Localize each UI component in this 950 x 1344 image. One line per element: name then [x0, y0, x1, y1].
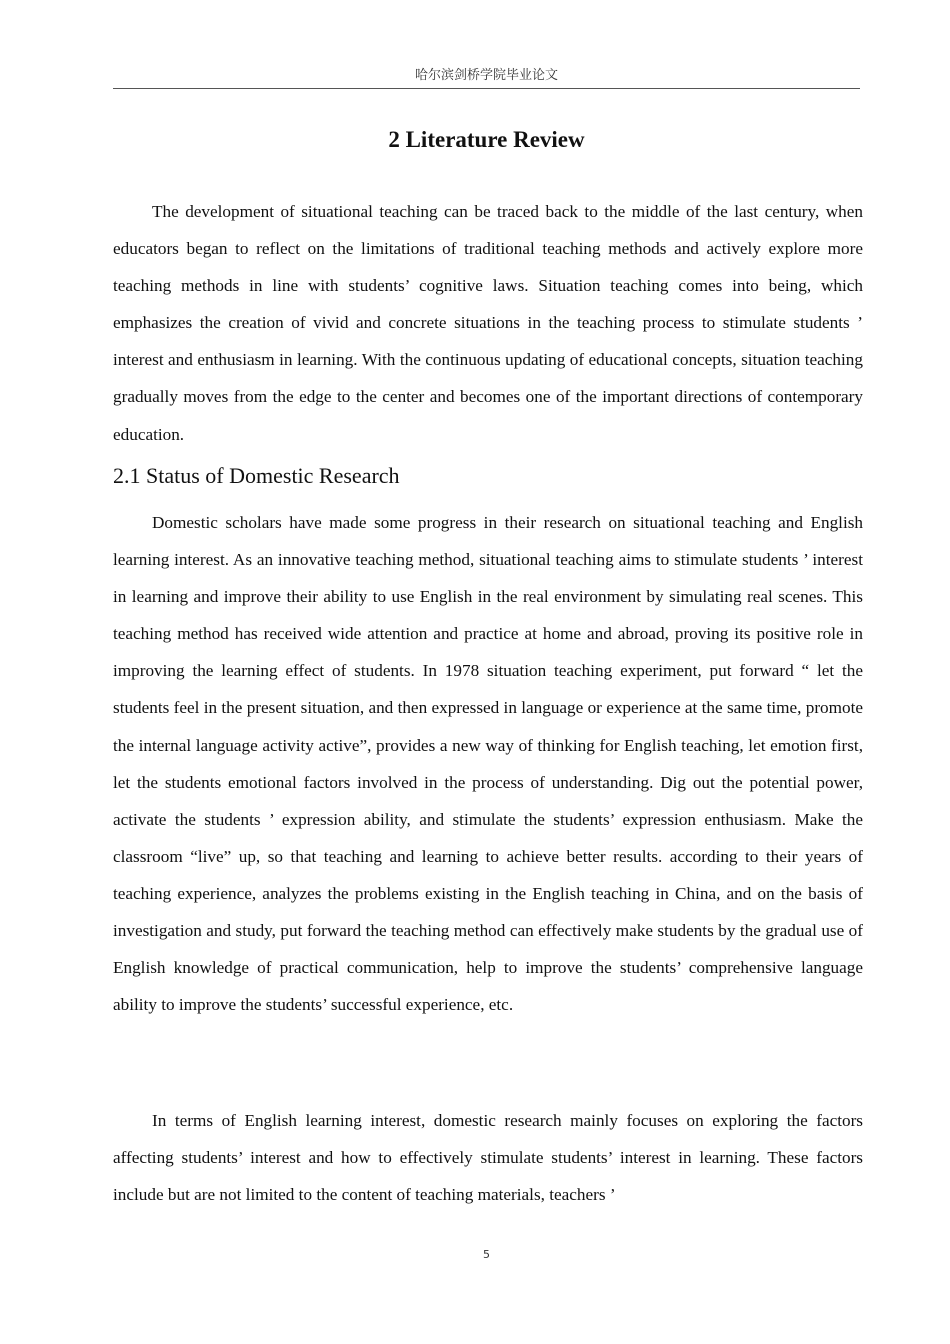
- intro-paragraph: The development of situational teaching can be traced back to the middle of the last century, when educators began to reflect on the limitations of traditional teaching methods and actively explore more teaching methods in line with students’ cognitive laws. Situation teaching comes into being, which emphasizes the creation of vivid and concrete situations in the teaching process to stimulate students ’ interest and enthusiasm in learning. With the continuous updating of educational concepts, situation teaching gradually moves from the edge to the center and becomes one of the important directions of contemporary education.: [113, 202, 863, 444]
- body-paragraph: In terms of English learning interest, domestic research mainly focuses on exploring the factors affecting students’ interest and how to effectively stimulate students’ interest in learning. These factors include but are not limited to the content of teaching materials, teachers ’: [113, 1111, 863, 1205]
- page-number: 5: [483, 1248, 490, 1261]
- running-header: 哈尔滨剑桥学院毕业论文: [414, 68, 558, 83]
- header-rule: [113, 88, 860, 89]
- section-heading: 2.1 Status of Domestic Research: [113, 463, 400, 488]
- chapter-title: 2 Literature Review: [388, 127, 585, 152]
- body-paragraph: Domestic scholars have made some progress in their research on situational teaching and English learning interest. As an innovative teaching method, situational teaching aims to stimulate students ’ interest in learning and improve their ability to use English in the real environment by simulating real scenes. This teaching method has received wide attention and practice at home and abroad, proving its positive role in improving the learning effect of students. In 1978 situation teaching experiment, put forward “ let the students feel in the present situation, and then expressed in language or experience at the same time, promote the internal language activity active”, provides a new way of thinking for English teaching, let emotion first, let the students emotional factors involved in the process of understanding. Dig out the potential power, activate the students ’ expression ability, and stimulate the students’ expression enthusiasm. Make the classroom “live” up, so that teaching and learning to achieve better results. according to their years of teaching experience, analyzes the problems existing in the English teaching in China, and on the basis of investigation and study, put forward the teaching method can effectively make students by the gradual use of English knowledge of practical communication, help to improve the students’ comprehensive language ability to improve the students’ successful experience, etc.: [113, 513, 863, 1015]
